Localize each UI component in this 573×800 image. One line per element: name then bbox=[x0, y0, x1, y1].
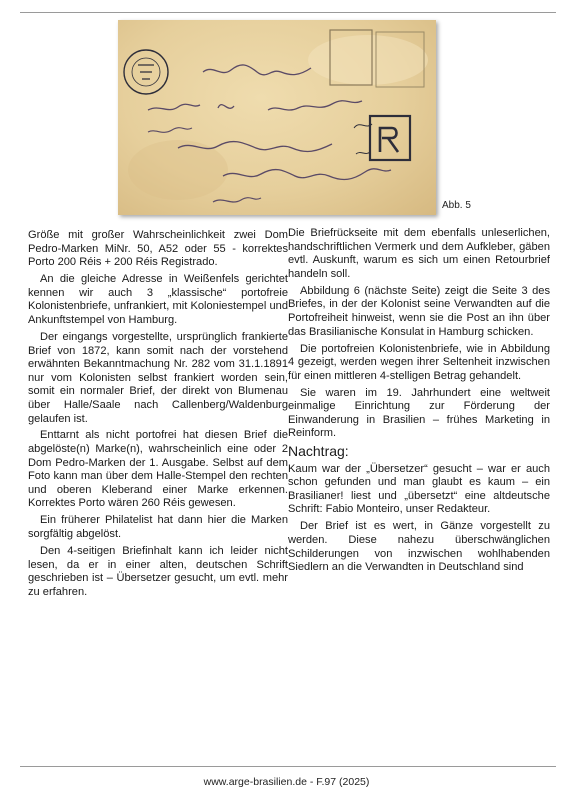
paragraph: Den 4-seitigen Briefinhalt kann ich leider nicht lesen, da er in einer alten, deutschen Schrift geschrieben ist – Übersetzer gesucht, um evtl. mehr zu erfahren. bbox=[28, 545, 288, 598]
paragraph: Der Brief ist es wert, in Gänze vorgestellt zu werden. Diese nahezu überschwänglichen Schilderungen von inzwischen wohlhabenden Siedlern an die Verwandten in Deutschland sind bbox=[288, 520, 550, 574]
paragraph: Der eingangs vorgestellte, ursprünglich frankierte Brief von 1872, kann somit nach der vorstehend erwähnten Bekanntmachung Nr. 282 vom 31.1.1891 nur vom Kolonisten selbst frankiert worden sein, somit ein normaler Brief, der direkt von Blumenau über Halle/Saale nach Callenberg/Waldenburg gelaufen ist. bbox=[28, 330, 288, 425]
right-column bbox=[288, 227, 550, 578]
paragraph: Sie waren im 19. Jahrhundert eine weltweit einmalige Einrichtung zur Förderung der Einwanderung in Brasilien – frühes Marketing in Reinform. bbox=[288, 386, 550, 440]
nachtrag-heading: Nachtrag: bbox=[288, 443, 349, 460]
envelope-illustration bbox=[118, 20, 436, 215]
paragraph: Die portofreien Kolonistenbriefe, wie in Abbildung 4 gezeigt, werden wegen ihrer Seltenheit inzwischen für einen mittleren 4-stelligen Betrag gehandelt. bbox=[288, 342, 550, 382]
left-column bbox=[28, 229, 288, 603]
paragraph: An die gleiche Adresse in Weißenfels gerichtet kennen wir auch 3 „klassische“ portofreie Kolonistenbriefe, unfrankiert, mit Koloniestempel und Ankunftstempel von Hamburg. bbox=[28, 273, 288, 326]
envelope-photo bbox=[118, 20, 436, 215]
paragraph: Abbildung 6 (nächste Seite) zeigt die Seite 3 des Briefes, in der der Kolonist seine Verwandten auf die Portofreiheit hinweist, wenn sie die Post an ihn über das Brasilianische Konsulat in Hamburg schicken. bbox=[288, 284, 550, 338]
bottom-rule bbox=[20, 766, 556, 767]
figure-caption: Abb. 5 bbox=[442, 200, 471, 211]
paragraph: Kaum war der „Übersetzer“ gesucht – war er auch schon gefunden und man glaubt es kaum – ein Brasilianer! liest und „übersetzt“ eine altdeutsche Schrift: Fabio Monteiro, unser Redakteur. bbox=[288, 462, 550, 516]
page-footer: www.arge-brasilien.de - F.97 (2025) bbox=[203, 776, 370, 788]
top-rule bbox=[20, 12, 556, 13]
handwriting-line bbox=[203, 65, 311, 75]
paragraph: Ein früherer Philatelist hat dann hier die Marken sorgfältig abgelöst. bbox=[28, 514, 288, 541]
paragraph: Enttarnt als nicht portofrei hat diesen Brief die abgelöste(n) Marke(n), wahrscheinlich eine oder 2 Dom Pedro-Marken der 1. Ausgabe. Selbst auf dem Foto kann man über dem Halle-Stempel den rechten und oberen Kleberand einer Marke erkennen. Korrektes Porto wären 260 Réis gewesen. bbox=[28, 429, 288, 510]
paragraph: Größe mit großer Wahrscheinlichkeit zwei Dom Pedro-Marken MiNr. 50, A52 oder 55 - korrektes Porto 200 Réis + 200 Réis Registrado. bbox=[28, 229, 288, 269]
paragraph: Die Briefrückseite mit dem ebenfalls unleserlichen, handschriftlichen Vermerk und dem Aufkleber, gäben evtl. Auskunft, warum es sich um einen Retourbrief handeln soll. bbox=[288, 227, 550, 280]
